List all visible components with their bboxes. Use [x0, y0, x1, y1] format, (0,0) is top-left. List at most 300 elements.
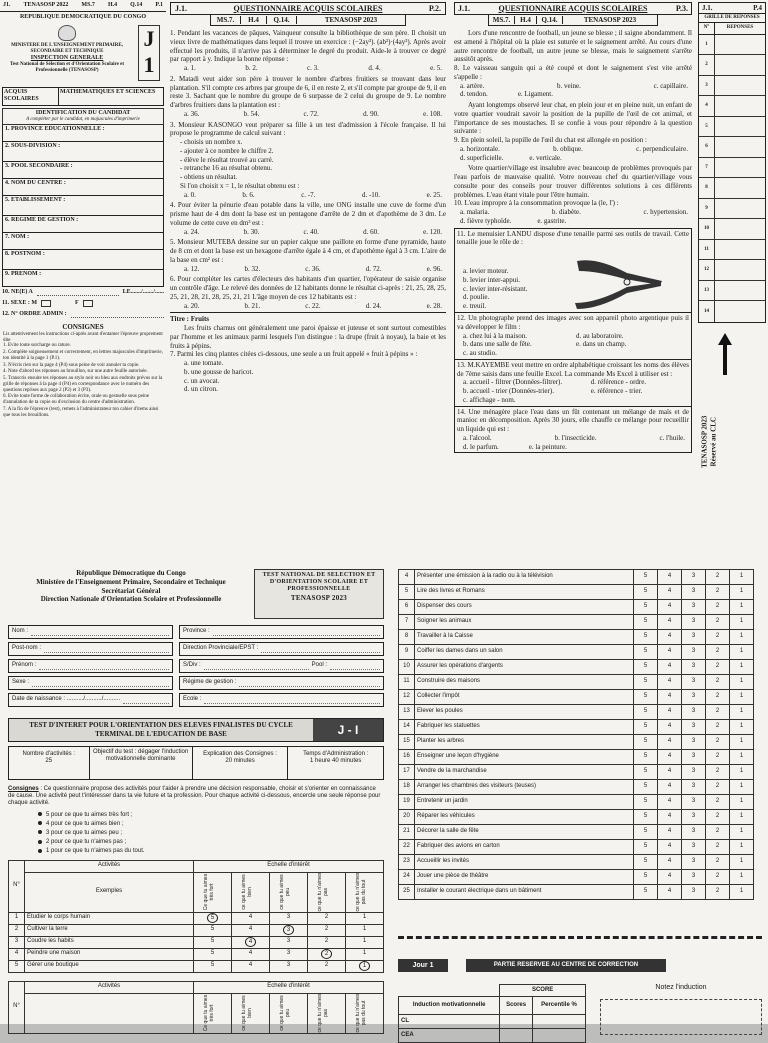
option: c. -7. — [301, 190, 316, 199]
scale-cell[interactable] — [194, 912, 232, 924]
scale-cell[interactable] — [308, 948, 346, 960]
admin-order-field[interactable] — [2, 311, 164, 318]
scale-cell[interactable] — [346, 924, 384, 936]
activity-row — [399, 825, 754, 840]
option: d. -10. — [361, 190, 381, 199]
form-field[interactable] — [179, 676, 384, 690]
section-subject: MATHEMATIQUES ET SCIENCES — [60, 89, 156, 96]
scale-cell[interactable] — [270, 936, 308, 948]
form-field[interactable] — [179, 625, 384, 639]
scale-cell[interactable]: 5 — [634, 705, 658, 720]
answer-cell[interactable] — [715, 219, 765, 239]
form-field[interactable] — [179, 642, 384, 656]
grid-row-number: 3 — [699, 76, 715, 96]
scale-cell[interactable]: 2 — [706, 600, 730, 615]
scale-cell[interactable]: 2 — [706, 690, 730, 705]
scale-cell[interactable]: 4 — [658, 690, 682, 705]
page-number: P.3. — [675, 3, 688, 13]
question-text: 8. Le vaisseau sanguin qui a été coupé et dont le saignement s'est vite arrêté s'appelle : — [454, 64, 692, 81]
scale-cell[interactable]: 4 — [658, 840, 682, 855]
options — [170, 359, 446, 394]
scale-cell[interactable]: 3 — [682, 840, 706, 855]
activity-label: Accueillir les invités — [415, 855, 634, 870]
scale-value: 2 — [324, 914, 329, 921]
scale-cell[interactable]: 5 — [634, 795, 658, 810]
question-9 — [454, 136, 692, 162]
activity-label: Elever les poules — [415, 705, 634, 720]
scale-value: 5 — [210, 962, 215, 969]
example-activity: Etudier le corps humain — [25, 912, 194, 924]
scale-cell[interactable]: 4 — [658, 645, 682, 660]
scale-cell[interactable]: 5 — [634, 690, 658, 705]
scale-cell[interactable] — [232, 960, 270, 972]
col-activities: Activités — [25, 860, 194, 872]
header-cell: H.4 — [107, 1, 118, 8]
grid-row — [699, 76, 765, 97]
scale-cell[interactable]: 4 — [658, 600, 682, 615]
scale-cell[interactable]: 4 — [658, 630, 682, 645]
score-row-label: CEA — [399, 1029, 500, 1043]
grid-row — [699, 96, 765, 117]
header-ms: MS.7. — [211, 16, 241, 25]
option: e. gastrite. — [537, 216, 567, 225]
scale-cell[interactable]: 3 — [682, 870, 706, 885]
scale-header: ce que tu n'aimes pas du tout — [355, 993, 367, 1033]
scale-cell[interactable] — [270, 960, 308, 972]
scale-cell[interactable]: 1 — [730, 705, 754, 720]
answer-cell[interactable] — [715, 178, 765, 198]
grid-row-number: 2 — [699, 55, 715, 75]
scale-header: ce que tu n'aimes pas — [317, 993, 329, 1033]
activity-label: Collecter l'impôt — [415, 690, 634, 705]
scale-cell[interactable]: 5 — [634, 630, 658, 645]
scale-cell[interactable]: 1 — [730, 690, 754, 705]
scale-cell[interactable] — [194, 936, 232, 948]
scale-cell[interactable]: 2 — [706, 705, 730, 720]
scale-cell[interactable]: 2 — [706, 660, 730, 675]
answer-cell[interactable] — [715, 117, 765, 137]
identification-field[interactable] — [2, 162, 164, 179]
scale-cell[interactable]: 3 — [682, 810, 706, 825]
scale-cell[interactable]: 3 — [682, 630, 706, 645]
scale-cell[interactable]: 2 — [706, 675, 730, 690]
scale-cell[interactable]: 1 — [730, 870, 754, 885]
example-activity: Gérer une boutique — [25, 960, 194, 972]
scale-cell[interactable] — [232, 924, 270, 936]
scale-cell[interactable]: 5 — [634, 570, 658, 585]
scale-cell[interactable]: 2 — [706, 780, 730, 795]
question-2 — [170, 75, 446, 119]
form-field-label: Ecole : — [183, 696, 202, 702]
identification-title: IDENTIFICATION DU CANDIDAT — [35, 109, 131, 116]
pool-label: Pool : — [311, 662, 327, 668]
scale-cell[interactable]: 1 — [730, 885, 754, 900]
scale-cell[interactable]: 4 — [658, 705, 682, 720]
activity-number: 14 — [399, 720, 415, 735]
scale-cell[interactable]: 2 — [706, 615, 730, 630]
header-year: TENASOSP 2023 — [324, 15, 378, 24]
option: c. 3. — [307, 64, 319, 72]
scale-cell[interactable]: 3 — [682, 885, 706, 900]
scale-cell[interactable]: 5 — [634, 780, 658, 795]
scale-cell[interactable]: 2 — [706, 630, 730, 645]
header-year: TENASOSP 2023 — [583, 15, 637, 24]
scale-cell[interactable]: 1 — [730, 810, 754, 825]
scale-cell[interactable]: 2 — [706, 795, 730, 810]
scale-cell[interactable]: 5 — [634, 870, 658, 885]
identification-field[interactable] — [2, 142, 164, 162]
scale-cell[interactable]: 3 — [682, 645, 706, 660]
scale-cell[interactable]: 3 — [682, 615, 706, 630]
scale-cell[interactable] — [346, 936, 384, 948]
scale-cell[interactable]: 3 — [682, 765, 706, 780]
scale-cell[interactable]: 3 — [682, 585, 706, 600]
scale-cell[interactable] — [232, 912, 270, 924]
consigne-item: 6. Evite toute forme de collaboration écrite, orale ou gestuelle sous peine d'annulation de ta copie ou d'exclusion du centre d'administration. — [3, 394, 149, 406]
scale-cell[interactable]: 5 — [634, 720, 658, 735]
scale-cell[interactable]: 4 — [658, 720, 682, 735]
scale-cell[interactable]: 1 — [730, 750, 754, 765]
field-label: 6. REGIME DE GESTION : — [5, 216, 79, 223]
scale-cell[interactable] — [270, 948, 308, 960]
consigne-item: 2. Complète soigneusement et correctement, en lettres majuscules d'imprimerie, ton identité à la page 1 (P.1). — [3, 350, 163, 361]
form-field[interactable] — [8, 659, 173, 673]
scale-cell[interactable]: 3 — [682, 600, 706, 615]
scale-cell[interactable]: 5 — [634, 810, 658, 825]
scale-cell[interactable]: 1 — [730, 630, 754, 645]
scale-cell[interactable]: 5 — [634, 735, 658, 750]
scale-header: ce que tu aimes peu — [279, 995, 291, 1031]
score-cell[interactable] — [500, 1015, 533, 1029]
activity-number: 16 — [399, 750, 415, 765]
scale-cell[interactable]: 3 — [682, 690, 706, 705]
scale-cell[interactable]: 5 — [634, 840, 658, 855]
example-activity: Coudre les habits — [25, 936, 194, 948]
scale-cell[interactable]: 3 — [682, 720, 706, 735]
scale-cell[interactable]: 5 — [634, 600, 658, 615]
sex-male-checkbox[interactable] — [41, 300, 51, 307]
options — [454, 208, 692, 217]
activity-row — [399, 630, 754, 645]
scale-cell[interactable]: 1 — [730, 615, 754, 630]
scale-cell[interactable] — [308, 936, 346, 948]
option: d. 24. — [365, 301, 382, 310]
scale-item — [38, 839, 384, 846]
option: d. 4. — [368, 64, 381, 72]
scale-cell[interactable] — [194, 960, 232, 972]
form-field[interactable] — [8, 693, 173, 707]
scale-cell[interactable]: 1 — [730, 570, 754, 585]
scale-cell[interactable] — [232, 948, 270, 960]
option: b. 32. — [244, 264, 261, 273]
scale-cell[interactable]: 4 — [658, 885, 682, 900]
scale-cell[interactable] — [308, 960, 346, 972]
info-explanation — [193, 747, 289, 779]
ministry-title: Ministère de l'Enseignement Primaire, Secondaire et Technique — [36, 577, 226, 586]
question-text: 2. Matadi veut aider son père à trouver le nombre d'arbres fruitiers se trouvant dans leur plantation. S'il compte ces arbres par groupe de 6, il en reste 2, et s'il compte par groupe de 9, il en reste 3. Sachant que le nombre du groupe de 6 surpasse de 2 celui du groupe de 9. Le nombre d'arbres fruitiers dans la plantation est : — [170, 74, 446, 109]
identification-field[interactable] — [2, 179, 164, 196]
grid-row — [699, 240, 765, 261]
question-text: 4. Pour éviter la pénurie d'eau potable dans la ville, une ONG installe une cuve de forme d'un prisme haut de 4 dm dont la base est un pentagone d'arrête de 2 dm et d'apothème de 3 dm. Le volume de cette cuve en dm³ est : — [170, 201, 446, 227]
answer-cell[interactable] — [715, 55, 765, 75]
scale-value: 4 — [245, 937, 256, 947]
activity-number: 17 — [399, 765, 415, 780]
scale-cell[interactable] — [232, 936, 270, 948]
answer-cell[interactable] — [715, 260, 765, 280]
scale-cell[interactable]: 3 — [682, 705, 706, 720]
scale-cell[interactable]: 4 — [658, 750, 682, 765]
form-field[interactable] — [8, 676, 173, 690]
scale-cell[interactable]: 5 — [634, 885, 658, 900]
section-acquis: ACQUIS SCOLAIRES — [3, 88, 59, 104]
scale-cell[interactable]: 2 — [706, 570, 730, 585]
grid-row — [699, 55, 765, 76]
grid-col-answers: REPONSES — [726, 25, 754, 31]
scale-cell[interactable]: 3 — [682, 735, 706, 750]
scale-cell[interactable]: 1 — [730, 780, 754, 795]
scale-cell[interactable]: 2 — [706, 840, 730, 855]
scale-cell[interactable]: 4 — [658, 765, 682, 780]
scale-cell[interactable]: 1 — [730, 825, 754, 840]
activity-label: Enseigner une leçon d'hygiène — [415, 750, 634, 765]
scale-text: 1 pour ce que tu n'aimes pas du tout. — [46, 848, 145, 855]
score-col: Induction motivationnelle — [399, 997, 500, 1015]
bullet-icon — [38, 812, 42, 816]
scale-cell[interactable]: 5 — [634, 585, 658, 600]
score-cell[interactable] — [532, 1029, 585, 1043]
activity-number: 22 — [399, 840, 415, 855]
field-label: 5. ETABLISSEMENT : — [5, 196, 66, 203]
scale-cell[interactable]: 4 — [658, 570, 682, 585]
options — [457, 434, 689, 443]
scale-cell[interactable] — [194, 948, 232, 960]
grid-row-number: 1 — [699, 35, 715, 55]
scale-cell[interactable]: 3 — [682, 750, 706, 765]
scale-cell[interactable] — [346, 960, 384, 972]
scale-cell[interactable]: 2 — [706, 885, 730, 900]
admin-order-label: 12. N° ORDRE ADMIN : — [2, 310, 67, 317]
scale-cell[interactable]: 5 — [634, 675, 658, 690]
answer-cell[interactable] — [715, 240, 765, 260]
grid-row-number: 13 — [699, 281, 715, 301]
info-value: 25 — [45, 758, 53, 765]
scale-cell[interactable]: 2 — [706, 825, 730, 840]
scale-cell[interactable]: 4 — [658, 855, 682, 870]
scale-cell[interactable]: 1 — [730, 720, 754, 735]
page-two-questions — [166, 0, 450, 565]
activity-number: 11 — [399, 675, 415, 690]
bullet-icon — [38, 840, 42, 844]
answer-cell[interactable] — [715, 76, 765, 96]
scale-cell[interactable]: 2 — [706, 645, 730, 660]
option: d. superficielle. — [460, 153, 504, 162]
answer-cell[interactable] — [715, 137, 765, 157]
scale-cell[interactable]: 2 — [706, 720, 730, 735]
scale-cell[interactable] — [194, 924, 232, 936]
scale-cell[interactable]: 4 — [658, 870, 682, 885]
scale-cell[interactable] — [270, 912, 308, 924]
activity-number: 24 — [399, 870, 415, 885]
answer-cell[interactable] — [715, 281, 765, 301]
option: b. 6. — [242, 190, 255, 199]
identification-field[interactable] — [2, 233, 164, 250]
scale-cell[interactable]: 1 — [730, 675, 754, 690]
scale-cell[interactable]: 1 — [730, 645, 754, 660]
fruits-text: Les fruits charnus ont généralement une paroi épaisse et juteuse et sont surtout comestibles par l'homme et les animaux parmi lesquels l'on distingue : la drupe (fruit à noyau), la baie et les fruits à pépins. — [170, 324, 446, 350]
scale-cell[interactable]: 5 — [634, 855, 658, 870]
answer-cell[interactable] — [715, 35, 765, 55]
option: b. l'insecticide. — [554, 433, 597, 442]
scale-cell[interactable]: 5 — [634, 645, 658, 660]
example-number: 3 — [9, 936, 25, 948]
activity-number: 20 — [399, 810, 415, 825]
answer-cell[interactable] — [715, 199, 765, 219]
activity-label: Fabriquer des avions en carton — [415, 840, 634, 855]
header-cell: J1. — [3, 1, 11, 8]
scale-cell[interactable]: 5 — [634, 615, 658, 630]
grid-row-number: 14 — [699, 301, 715, 322]
scale-cell[interactable]: 3 — [682, 660, 706, 675]
scale-cell[interactable]: 2 — [706, 585, 730, 600]
options — [457, 251, 567, 311]
birth-field[interactable] — [2, 289, 164, 296]
test-title: TEST D'INTERET POUR L'ORIENTATION DES ELEVES FINALISTES DU CYCLE TERMINAL DE L'EDUCATION DE BASE — [29, 721, 293, 738]
rdc-title: République Démocratique du Congo — [76, 569, 186, 577]
form-field[interactable] — [179, 659, 384, 673]
scale-value: 3 — [283, 925, 294, 935]
grid-row-number: 11 — [699, 240, 715, 260]
scale-cell[interactable]: 4 — [658, 810, 682, 825]
form-field[interactable] — [8, 625, 173, 639]
activity-row — [399, 705, 754, 720]
identification-field[interactable] — [2, 250, 164, 270]
scale-cell[interactable]: 3 — [682, 795, 706, 810]
grid-row-number: 7 — [699, 158, 715, 178]
options — [454, 82, 692, 91]
form-field[interactable] — [8, 642, 173, 656]
scale-cell[interactable]: 1 — [730, 840, 754, 855]
scale-cell[interactable]: 1 — [730, 735, 754, 750]
question-text: 7. Parmi les cinq plantes citées ci-dessous, une seule a un fruit appelé « fruit à pépins » : — [170, 350, 418, 359]
scale-cell[interactable]: 5 — [634, 765, 658, 780]
activity-row — [399, 615, 754, 630]
option: c. affichage - nom. — [463, 395, 516, 404]
identification-field[interactable] — [2, 216, 164, 233]
scale-cell[interactable]: 4 — [658, 615, 682, 630]
scale-cell[interactable]: 4 — [658, 660, 682, 675]
scale-cell[interactable]: 5 — [634, 825, 658, 840]
scale-cell[interactable] — [308, 924, 346, 936]
answer-cell[interactable] — [715, 158, 765, 178]
scale-cell[interactable] — [346, 948, 384, 960]
scale-cell[interactable]: 3 — [682, 570, 706, 585]
scale-cell[interactable] — [346, 912, 384, 924]
activity-number: 4 — [399, 570, 415, 585]
scale-cell[interactable]: 2 — [706, 735, 730, 750]
scale-cell[interactable]: 1 — [730, 600, 754, 615]
scale-cell[interactable]: 1 — [730, 795, 754, 810]
scale-value: 1 — [362, 938, 367, 945]
scale-cell[interactable]: 2 — [706, 750, 730, 765]
form-field[interactable] — [179, 693, 384, 707]
score-cell[interactable] — [532, 1015, 585, 1029]
scale-value: 1 — [362, 926, 367, 933]
col-scale: Echelle d'intérêt — [194, 981, 384, 993]
identification-box — [2, 108, 164, 125]
side-label-year: TENASOSP 2023 — [700, 415, 709, 468]
scale-cell[interactable]: 4 — [658, 675, 682, 690]
scale-cell[interactable]: 5 — [634, 750, 658, 765]
activity-label: Jouer une pièce de théâtre — [415, 870, 634, 885]
question-6 — [170, 275, 446, 310]
scale-cell[interactable]: 5 — [634, 660, 658, 675]
scale-value: 5 — [210, 950, 215, 957]
activity-row — [399, 585, 754, 600]
info-activities — [9, 747, 90, 779]
scale-cell[interactable]: 1 — [730, 585, 754, 600]
question-8 — [454, 64, 692, 99]
page-id: J.1. — [175, 3, 187, 13]
scale-cell[interactable]: 4 — [658, 825, 682, 840]
scale-cell[interactable]: 1 — [730, 660, 754, 675]
scale-cell[interactable]: 1 — [730, 765, 754, 780]
scale-cell[interactable]: 3 — [682, 780, 706, 795]
score-cell[interactable] — [500, 1029, 533, 1043]
scale-cell[interactable]: 2 — [706, 765, 730, 780]
scale-cell[interactable] — [308, 912, 346, 924]
identification-field[interactable] — [2, 125, 164, 142]
activity-row — [399, 660, 754, 675]
booklet-number: 1 — [143, 52, 155, 78]
form-field-label: S/Div : — [183, 662, 201, 668]
question-4 — [170, 201, 446, 236]
scale-cell[interactable]: 4 — [658, 735, 682, 750]
sex-female-checkbox[interactable] — [83, 300, 93, 307]
scale-cell[interactable]: 4 — [658, 795, 682, 810]
consignes-title: CONSIGNES — [62, 323, 104, 332]
options — [170, 110, 446, 119]
scale-cell[interactable]: 2 — [706, 855, 730, 870]
options — [170, 302, 446, 311]
option: e. 120. — [423, 227, 442, 236]
scale-cell[interactable]: 4 — [658, 585, 682, 600]
scale-cell[interactable]: 4 — [658, 780, 682, 795]
identification-field[interactable] — [2, 196, 164, 216]
activity-row — [399, 735, 754, 750]
identification-field[interactable] — [2, 270, 164, 287]
answer-cell[interactable] — [715, 301, 765, 322]
scale-cell[interactable]: 2 — [706, 870, 730, 885]
activity-row — [399, 810, 754, 825]
scale-cell[interactable]: 3 — [682, 855, 706, 870]
scale-cell[interactable] — [270, 924, 308, 936]
scale-cell[interactable]: 3 — [682, 675, 706, 690]
activity-number: 19 — [399, 795, 415, 810]
scale-value: 5 — [210, 926, 215, 933]
scale-cell[interactable]: 1 — [730, 855, 754, 870]
test-code: J - I — [313, 719, 383, 741]
answer-cell[interactable] — [715, 96, 765, 116]
scale-value: 2 — [324, 962, 329, 969]
induction-box[interactable] — [600, 999, 762, 1035]
scale-cell[interactable]: 3 — [682, 825, 706, 840]
scale-cell[interactable]: 2 — [706, 810, 730, 825]
scale-value: 4 — [248, 962, 253, 969]
grid-title: GRILLE DE REPONSES — [698, 14, 766, 23]
field-label: 8. POSTNOM : — [5, 250, 45, 257]
activity-number: 8 — [399, 630, 415, 645]
question-text: 5. Monsieur MUTEBA dessine sur un papier calque une paillote en forme d'une pyramide, haute de 8 cm et dont la base est un hexagone d'arrête égale à 4 cm, et d'apothème égal à 3 cm. L'aire de la base en cm² est : — [170, 238, 446, 264]
